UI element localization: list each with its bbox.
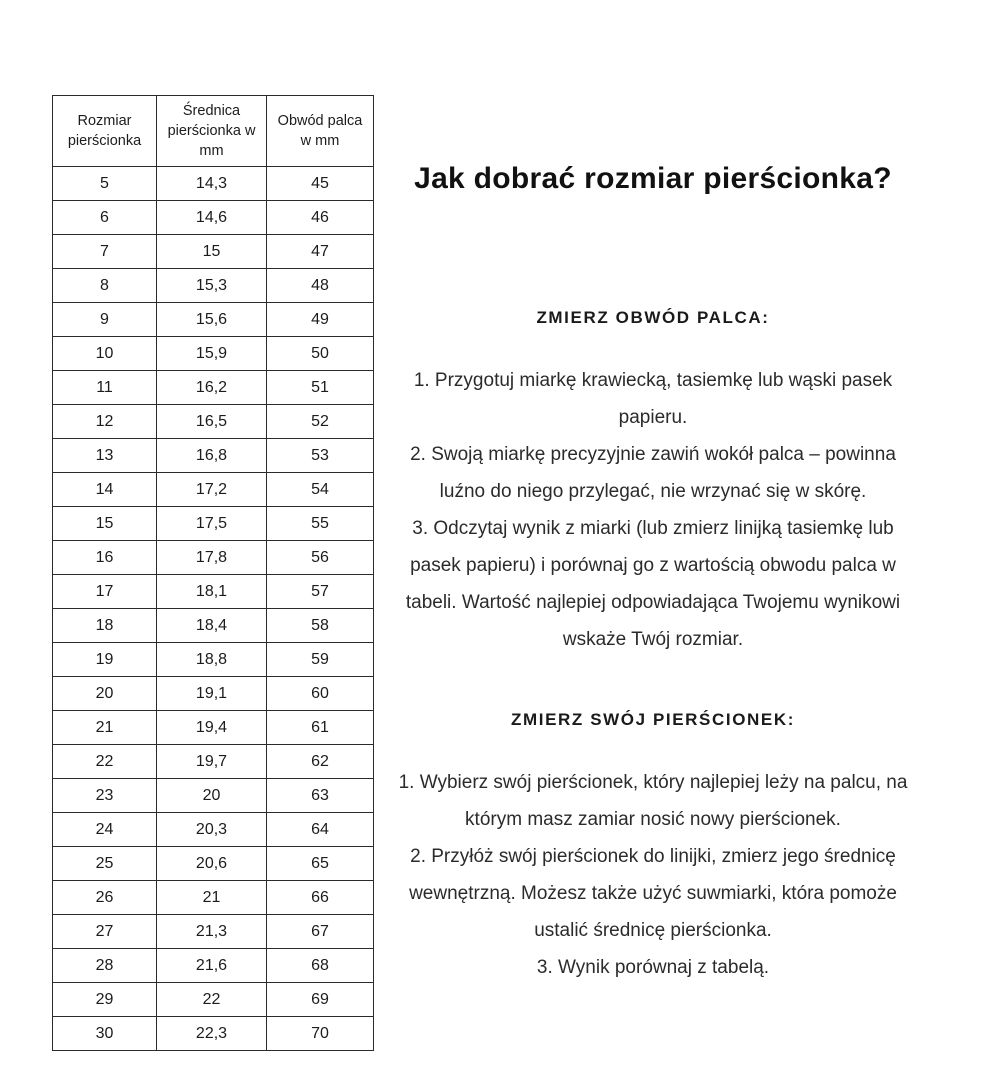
section-heading-measure-ring: ZMIERZ SWÓJ PIERŚCIONEK:: [511, 709, 795, 729]
section-steps-measure-ring: [388, 764, 918, 986]
guide-step: 3. Odczytaj wynik z miarki (lub zmierz linijką tasiemkę lub pasek papieru) i porównaj go z wartością obwodu palca w tabeli. Wartość najlepiej odpowiadająca Twojemu wynikowi wskaże Twój rozmiar.: [405, 517, 901, 650]
section-steps-measure-finger: [388, 362, 918, 658]
table-cell: 16,5: [157, 405, 267, 439]
table-cell: 56: [267, 541, 374, 575]
table-row: [53, 405, 374, 439]
table-cell: 14: [53, 473, 157, 507]
section-heading-measure-finger: ZMIERZ OBWÓD PALCA:: [536, 307, 770, 327]
ring-size-table: [52, 95, 374, 1051]
table-cell: 58: [267, 609, 374, 643]
table-cell: 6: [53, 201, 157, 235]
table-cell: 22,3: [157, 1017, 267, 1051]
table-row: [53, 915, 374, 949]
table-cell: 16,2: [157, 371, 267, 405]
table-cell: 20,6: [157, 847, 267, 881]
table-cell: 17,8: [157, 541, 267, 575]
table-cell: 15,6: [157, 303, 267, 337]
column-header-finger-circumference: Obwód palca w mm: [267, 96, 374, 167]
table-cell: 46: [267, 201, 374, 235]
table-cell: 50: [267, 337, 374, 371]
table-cell: 15,3: [157, 269, 267, 303]
table-cell: 17: [53, 575, 157, 609]
table-cell: 14,3: [157, 167, 267, 201]
guide-panel: [388, 160, 918, 986]
table-cell: 17,2: [157, 473, 267, 507]
table-cell: 63: [267, 779, 374, 813]
table-row: [53, 779, 374, 813]
column-header-ring-size: Rozmiar pierścionka: [53, 96, 157, 167]
table-cell: 19,7: [157, 745, 267, 779]
table-cell: 20,3: [157, 813, 267, 847]
table-cell: 29: [53, 983, 157, 1017]
table-cell: 51: [267, 371, 374, 405]
table-cell: 21: [157, 881, 267, 915]
table-cell: 22: [157, 983, 267, 1017]
table-cell: 20: [157, 779, 267, 813]
table-cell: 66: [267, 881, 374, 915]
table-cell: 15: [157, 235, 267, 269]
table-cell: 69: [267, 983, 374, 1017]
table-header-row: [53, 96, 374, 167]
table-cell: 18,4: [157, 609, 267, 643]
section-measure-finger: [388, 308, 918, 658]
table-header: [53, 96, 374, 167]
table-cell: 30: [53, 1017, 157, 1051]
table-row: [53, 813, 374, 847]
table-cell: 22: [53, 745, 157, 779]
table-row: [53, 711, 374, 745]
table-row: [53, 847, 374, 881]
guide-step: 1. Przygotuj miarkę krawiecką, tasiemkę lub wąski pasek papieru.: [413, 369, 893, 428]
table-cell: 65: [267, 847, 374, 881]
table-cell: 14,6: [157, 201, 267, 235]
table-row: [53, 643, 374, 677]
table-cell: 48: [267, 269, 374, 303]
table-cell: 28: [53, 949, 157, 983]
table-cell: 19,1: [157, 677, 267, 711]
table-cell: 26: [53, 881, 157, 915]
table-cell: 8: [53, 269, 157, 303]
table-row: [53, 609, 374, 643]
table-row: [53, 541, 374, 575]
table-cell: 54: [267, 473, 374, 507]
table-cell: 21,3: [157, 915, 267, 949]
table-cell: 15: [53, 507, 157, 541]
section-measure-ring: [388, 710, 918, 986]
table-cell: 47: [267, 235, 374, 269]
table-cell: 61: [267, 711, 374, 745]
table-cell: 11: [53, 371, 157, 405]
table-cell: 68: [267, 949, 374, 983]
table-row: [53, 269, 374, 303]
table-cell: 53: [267, 439, 374, 473]
page-title: Jak dobrać rozmiar pierścionka?: [414, 162, 892, 195]
table-cell: 13: [53, 439, 157, 473]
table-cell: 16: [53, 541, 157, 575]
table-cell: 49: [267, 303, 374, 337]
table-row: [53, 881, 374, 915]
table-cell: 59: [267, 643, 374, 677]
table-row: [53, 337, 374, 371]
table-row: [53, 235, 374, 269]
table-cell: 21: [53, 711, 157, 745]
guide-step: 3. Wynik porównaj z tabelą.: [536, 956, 770, 978]
table-cell: 15,9: [157, 337, 267, 371]
table-row: [53, 507, 374, 541]
table-row: [53, 201, 374, 235]
table-cell: 10: [53, 337, 157, 371]
table-row: [53, 167, 374, 201]
table-row: [53, 949, 374, 983]
table-cell: 9: [53, 303, 157, 337]
table-cell: 57: [267, 575, 374, 609]
table-cell: 12: [53, 405, 157, 439]
table-cell: 24: [53, 813, 157, 847]
table-cell: 16,8: [157, 439, 267, 473]
table-row: [53, 371, 374, 405]
table-cell: 55: [267, 507, 374, 541]
table-cell: 62: [267, 745, 374, 779]
table-cell: 23: [53, 779, 157, 813]
column-header-ring-diameter: Średnica pierścionka w mm: [157, 96, 267, 167]
table-row: [53, 575, 374, 609]
table-cell: 27: [53, 915, 157, 949]
table-cell: 19: [53, 643, 157, 677]
table-cell: 17,5: [157, 507, 267, 541]
table-cell: 60: [267, 677, 374, 711]
guide-step: 1. Wybierz swój pierścionek, który najlepiej leży na palcu, na którym masz zamiar nosić nowy pierścionek.: [398, 771, 908, 830]
table-row: [53, 439, 374, 473]
table-cell: 52: [267, 405, 374, 439]
guide-step: 2. Przyłóż swój pierścionek do linijki, zmierz jego średnicę wewnętrzną. Możesz także użyć suwmiarki, która pomoże ustalić średnicę pierścionka.: [409, 845, 897, 941]
table-cell: 18,1: [157, 575, 267, 609]
table-cell: 18,8: [157, 643, 267, 677]
table-row: [53, 677, 374, 711]
table-cell: 70: [267, 1017, 374, 1051]
table-cell: 45: [267, 167, 374, 201]
table-cell: 5: [53, 167, 157, 201]
table-cell: 7: [53, 235, 157, 269]
table-row: [53, 1017, 374, 1051]
table-cell: 20: [53, 677, 157, 711]
table-cell: 18: [53, 609, 157, 643]
table-row: [53, 303, 374, 337]
table-body: [53, 167, 374, 1051]
guide-step: 2. Swoją miarkę precyzyjnie zawiń wokół palca – powinna luźno do niego przylegać, nie wrzynać się w skórę.: [410, 443, 896, 502]
table-cell: 64: [267, 813, 374, 847]
table-cell: 25: [53, 847, 157, 881]
table-cell: 67: [267, 915, 374, 949]
table-cell: 21,6: [157, 949, 267, 983]
table-row: [53, 473, 374, 507]
table-row: [53, 745, 374, 779]
table-row: [53, 983, 374, 1017]
table-cell: 19,4: [157, 711, 267, 745]
